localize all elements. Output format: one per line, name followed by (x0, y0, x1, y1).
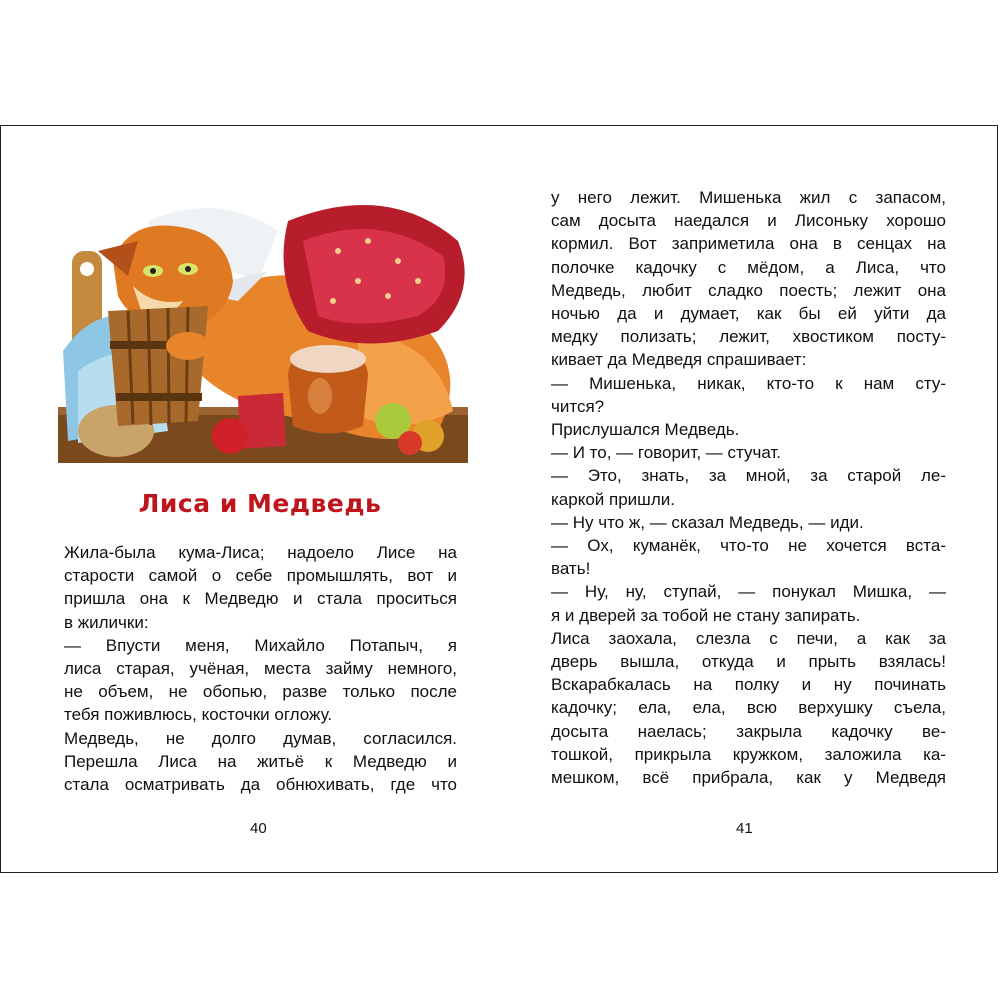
text-line: стала осматривать да обнюхивать, где что (64, 775, 457, 795)
text-line: Прислушался Медведь. (551, 420, 740, 440)
text-line: — И то, — говорит, — стучат. (551, 443, 782, 463)
text-line: — Ну что ж, — сказал Медведь, — иди. (551, 512, 864, 532)
book-spread (0, 125, 998, 873)
text-line: дверь вышла, откуда и прыть взялась! (551, 652, 946, 672)
text-line: Перешла Лиса на житьё к Медведю и (64, 751, 457, 771)
text-line: каркой пришли. (551, 489, 675, 509)
text-line: старости самой о себе промышлять, вот и (64, 566, 457, 586)
page-number-left: 40 (250, 820, 267, 837)
text-line: — Ох, куманёк, что-то не хочется вста- (551, 536, 946, 556)
text-line: чится? (551, 396, 605, 416)
text-line: лиса старая, учёная, места займу немного, (64, 659, 457, 679)
text-line: — Ну, ну, ступай, — понукал Мишка, — (551, 582, 946, 602)
text-line: вать! (551, 559, 591, 579)
text-line: — Это, знать, за мной, за старой ле- (551, 466, 946, 486)
text-line: в жилички: (64, 612, 149, 632)
text-line: Жила-была кума-Лиса; надоело Лисе на (64, 543, 457, 562)
text-line: — Мишенька, никак, кто-то к нам сту- (551, 373, 946, 393)
text-line: тебя поживлюсь, косточки огложу. (64, 705, 333, 725)
text-line: досыта наелась; закрыла кадочку ве- (551, 721, 946, 741)
text-line: я и дверей за тобой не стану запирать. (551, 605, 861, 625)
text-line: сам досыта наедался и Лисоньку хорошо (551, 211, 946, 231)
text-line: тошкой, прикрыла кружком, заложила ка- (551, 744, 946, 764)
text-line: пришла она к Медведю и стала проситься (64, 589, 457, 609)
text-line: кормил. Вот заприметила она в сенцах на (551, 234, 946, 254)
text-line: Медведь, не долго думав, согласился. (64, 728, 457, 748)
text-line: медку полизать; лежит, хвостиком посту- (551, 327, 946, 347)
text-line: ночью да и думает, как бы ей уйти да (551, 304, 946, 324)
text-line: не объем, не обопью, разве только после (64, 682, 457, 702)
text-line: Лиса заохала, слезла с печи, а как за (551, 628, 946, 648)
page-number-right: 41 (736, 820, 753, 837)
text-line: кадочку; ела, ела, всю верхушку съела, (551, 698, 946, 718)
fox-illustration (58, 181, 468, 463)
text-line: Вскарабкалась на полку и ну починать (551, 675, 946, 695)
text-line: полочке кадочку с мёдом, а Лиса, что (551, 257, 946, 277)
text-line: мешком, всё прибрала, как у Медведя (551, 768, 946, 788)
text-line: — Впусти меня, Михайло Потапыч, я (64, 635, 457, 655)
left-page-text (64, 541, 457, 796)
right-page-text (551, 186, 946, 789)
text-line: Медведь, любит сладко поесть; лежит она (551, 280, 946, 300)
text-line: кивает да Медведя спрашивает: (551, 350, 807, 370)
text-line: у него лежит. Мишенька жил с запасом, (551, 188, 946, 207)
story-title: Лиса и Медведь (138, 489, 382, 518)
